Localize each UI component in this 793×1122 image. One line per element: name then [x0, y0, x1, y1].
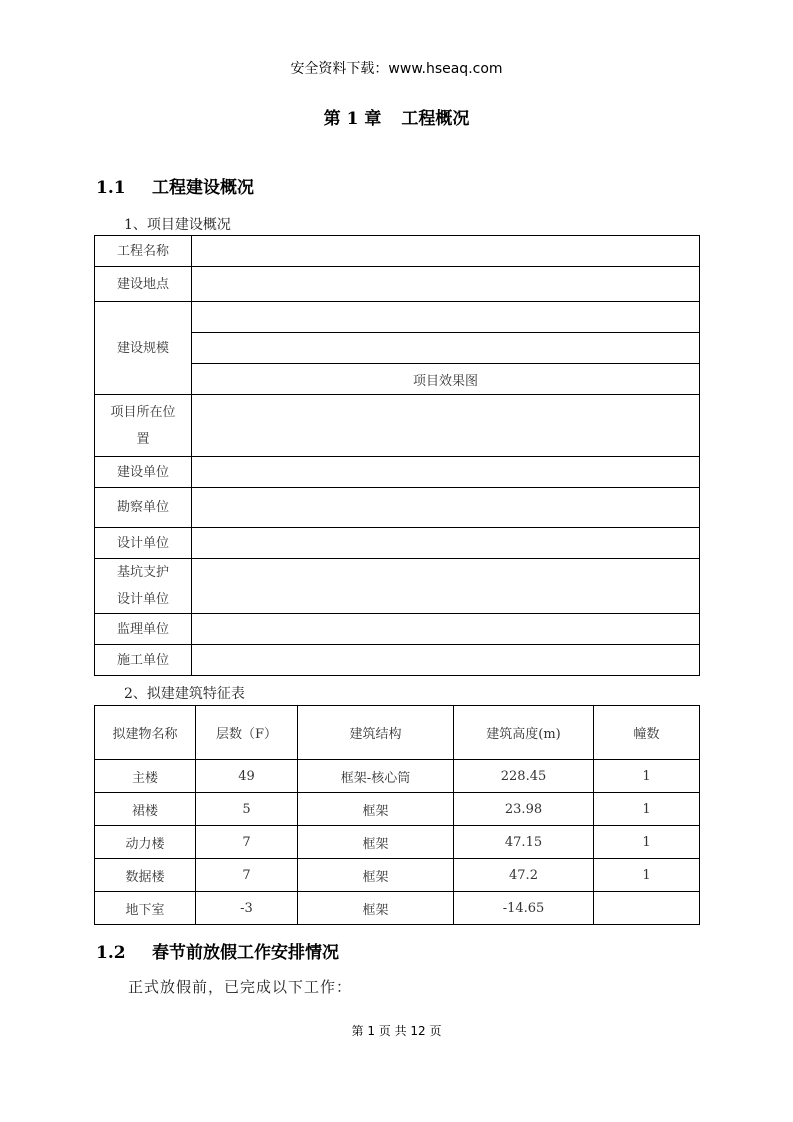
- cell: 框架: [298, 859, 454, 892]
- row-label: 建设规模: [95, 302, 192, 395]
- cell: -3: [196, 892, 298, 925]
- cell: 框架: [298, 892, 454, 925]
- cell: 49: [196, 760, 298, 793]
- row-label: 施工单位: [95, 645, 192, 676]
- section-number: 1.2: [96, 943, 126, 963]
- cell: 框架-核心筒: [298, 760, 454, 793]
- column-header: 层数（F）: [196, 706, 298, 760]
- label-line: 置: [136, 431, 150, 447]
- table-row: [95, 892, 700, 925]
- row-value: [192, 645, 700, 676]
- cell: 1: [594, 760, 700, 793]
- table-row: [95, 614, 700, 645]
- cell: 数据楼: [95, 859, 196, 892]
- cell: 23.98: [454, 793, 594, 826]
- page-footer: 第 1 页 共 12 页: [351, 1024, 442, 1038]
- table-row: [95, 302, 700, 333]
- cell: [594, 892, 700, 925]
- section-title: 春节前放假工作安排情况: [152, 943, 339, 963]
- cell: 228.45: [454, 760, 594, 793]
- row-label: 勘察单位: [95, 488, 192, 528]
- row-value: [192, 395, 700, 457]
- building-features-table: [94, 705, 700, 925]
- row-value: [192, 457, 700, 488]
- cell: 7: [196, 826, 298, 859]
- table-row: [95, 760, 700, 793]
- table-row: [95, 488, 700, 528]
- row-label: 建设地点: [95, 267, 192, 302]
- table-row: [95, 793, 700, 826]
- table-row: [95, 528, 700, 559]
- table-row: [95, 236, 700, 267]
- cell: 地下室: [95, 892, 196, 925]
- cell: 47.15: [454, 826, 594, 859]
- cell: 框架: [298, 826, 454, 859]
- column-header: 建筑高度(m): [454, 706, 594, 760]
- subsection-title-2: 2、拟建建筑特征表: [124, 686, 245, 702]
- table-row: [95, 859, 700, 892]
- cell: 裙楼: [95, 793, 196, 826]
- cell: -14.65: [454, 892, 594, 925]
- table-row: [95, 457, 700, 488]
- row-value: [192, 614, 700, 645]
- table-row: [95, 559, 700, 614]
- label-line: 设计单位: [116, 592, 169, 607]
- chapter-name: 工程概况: [401, 109, 470, 129]
- cell: 1: [594, 826, 700, 859]
- row-value: [192, 488, 700, 528]
- page-header: 安全资料下载：www.hseaq.com: [290, 61, 503, 77]
- cell: 7: [196, 859, 298, 892]
- row-value: [192, 333, 700, 364]
- cell: 动力楼: [95, 826, 196, 859]
- table-header-row: [95, 706, 700, 760]
- cell: 5: [196, 793, 298, 826]
- label-line: 项目所在位: [110, 404, 176, 420]
- label-line: 基坑支护: [116, 565, 169, 580]
- row-label: [95, 559, 192, 614]
- row-label: 建设单位: [95, 457, 192, 488]
- cell: 47.2: [454, 859, 594, 892]
- project-overview-table: [94, 235, 700, 676]
- rendering-caption: 项目效果图: [192, 364, 700, 395]
- column-header: 拟建物名称: [95, 706, 196, 760]
- cell: 1: [594, 859, 700, 892]
- row-label: 设计单位: [95, 528, 192, 559]
- row-label: 监理单位: [95, 614, 192, 645]
- row-value: [192, 267, 700, 302]
- section-heading-1-1: [96, 173, 254, 198]
- table-row: [95, 395, 700, 457]
- section-heading-1-2: [96, 938, 339, 963]
- cell: 框架: [298, 793, 454, 826]
- row-value: [192, 559, 700, 614]
- cell: 1: [594, 793, 700, 826]
- chapter-number: 第 1 章: [323, 109, 382, 129]
- row-value: [192, 302, 700, 333]
- row-label: [95, 395, 192, 457]
- table-row: [95, 826, 700, 859]
- section-title: 工程建设概况: [152, 178, 254, 198]
- table-row: [95, 645, 700, 676]
- body-paragraph: 正式放假前，已完成以下工作：: [128, 978, 353, 996]
- table-row: [95, 267, 700, 302]
- row-value: [192, 528, 700, 559]
- column-header: 建筑结构: [298, 706, 454, 760]
- column-header: 幢数: [594, 706, 700, 760]
- subsection-title-1: 1、项目建设概况: [124, 217, 231, 233]
- section-number: 1.1: [96, 178, 126, 198]
- row-label: 工程名称: [95, 236, 192, 267]
- cell: 主楼: [95, 760, 196, 793]
- row-value: [192, 236, 700, 267]
- chapter-title: [0, 104, 793, 129]
